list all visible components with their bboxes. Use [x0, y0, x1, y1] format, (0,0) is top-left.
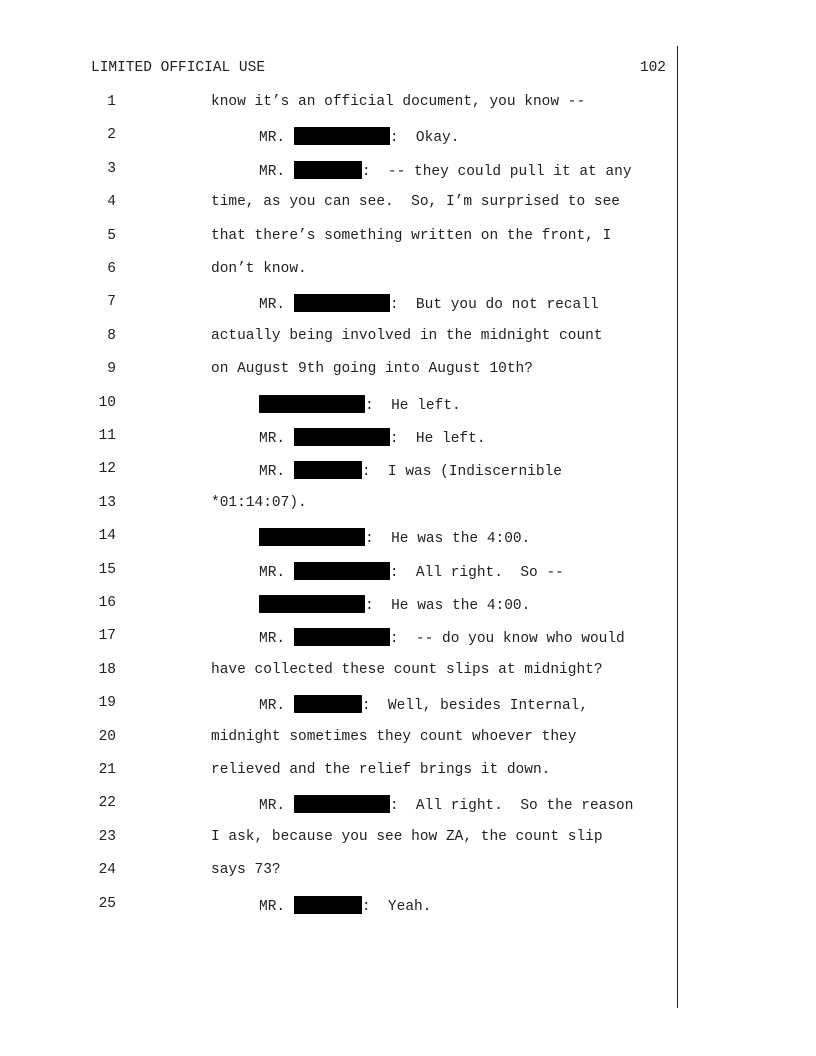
line-text	[259, 461, 562, 480]
speaker-prefix: MR.	[259, 698, 294, 715]
line-text	[211, 495, 307, 511]
spoken-text: know it’s an official document, you know --	[211, 94, 586, 110]
line-number: 20	[98, 728, 116, 745]
line-text	[259, 294, 599, 313]
line-text	[211, 762, 550, 778]
redacted-name	[294, 461, 362, 479]
spoken-text: relieved and the relief brings it down.	[211, 762, 551, 778]
line-number: 7	[107, 294, 116, 311]
line-text	[211, 862, 281, 878]
spoken-text: : He left.	[389, 431, 486, 447]
speaker-prefix: MR.	[259, 130, 294, 147]
line-text	[211, 361, 533, 377]
page-number: 102	[639, 60, 666, 76]
spoken-text: actually being involved in the midnight count	[211, 327, 603, 344]
line-number: 14	[98, 528, 116, 545]
speaker-prefix: MR.	[259, 163, 294, 180]
line-text	[259, 695, 588, 714]
redacted-name	[259, 395, 365, 413]
speaker-prefix: MR.	[259, 564, 294, 581]
line-number: 4	[107, 194, 116, 211]
line-text	[211, 261, 307, 277]
line-number: 23	[98, 828, 116, 845]
line-text	[211, 829, 603, 845]
line-text	[259, 428, 486, 447]
line-text	[211, 228, 611, 244]
redacted-name	[294, 628, 390, 646]
redacted-name	[294, 695, 362, 713]
line-number: 16	[98, 595, 116, 611]
spoken-text: : Yeah.	[361, 898, 432, 915]
redacted-name	[294, 127, 390, 145]
line-number: 6	[107, 261, 116, 277]
line-text	[211, 662, 603, 678]
spoken-text: : He was the 4:00.	[365, 531, 531, 548]
line-number: 17	[98, 628, 116, 645]
speaker-prefix: MR.	[259, 464, 294, 481]
line-text	[259, 127, 459, 146]
speaker-prefix: MR.	[259, 631, 294, 648]
line-number: 9	[107, 361, 116, 378]
right-margin-rule	[677, 46, 678, 1008]
line-number: 8	[107, 327, 116, 344]
spoken-text: : He left.	[365, 397, 461, 414]
speaker-prefix: MR.	[259, 297, 294, 314]
speaker-prefix: MR.	[259, 431, 294, 447]
spoken-text: : Well, besides Internal,	[361, 698, 589, 715]
line-number: 2	[107, 127, 116, 144]
redacted-name	[294, 562, 390, 580]
spoken-text: *01:14:07).	[211, 494, 307, 511]
line-number: 15	[98, 561, 116, 578]
line-text	[259, 528, 530, 547]
spoken-text: time, as you can see. So, I’m surprised to see	[211, 194, 620, 211]
redacted-name	[294, 896, 362, 914]
spoken-text: don’t know.	[211, 261, 307, 277]
line-number: 13	[98, 494, 116, 511]
line-number: 10	[98, 394, 116, 411]
spoken-text: : -- do you know who would	[389, 631, 625, 648]
spoken-text: I ask, because you see how ZA, the count slip	[211, 828, 603, 845]
line-number: 24	[98, 862, 116, 879]
spoken-text: : -- they could pull it at any	[361, 163, 632, 180]
redacted-name	[294, 161, 362, 179]
line-text	[259, 395, 461, 414]
line-number: 22	[98, 795, 116, 812]
line-text	[259, 161, 632, 180]
spoken-text: : He was the 4:00.	[365, 598, 531, 614]
line-number: 1	[107, 94, 116, 110]
line-number: 18	[98, 661, 116, 678]
line-text	[259, 795, 633, 814]
line-number: 5	[107, 227, 116, 244]
spoken-text: : Okay.	[389, 130, 460, 147]
spoken-text: : But you do not recall	[389, 297, 599, 314]
spoken-text: that there’s something written on the front, I	[211, 227, 612, 244]
line-text	[211, 328, 603, 344]
spoken-text: : All right. So --	[389, 564, 564, 581]
line-number: 19	[98, 695, 116, 712]
spoken-text: : All right. So the reason	[389, 798, 634, 815]
line-text	[259, 595, 530, 614]
line-text	[259, 562, 564, 581]
line-text	[259, 628, 625, 647]
speaker-prefix: MR.	[259, 898, 294, 915]
spoken-text: have collected these count slips at midnight?	[211, 661, 603, 678]
redacted-name	[294, 795, 390, 813]
line-number: 11	[98, 428, 116, 444]
spoken-text: : I was (Indiscernible	[361, 464, 562, 481]
line-text	[259, 896, 431, 915]
line-text	[211, 729, 576, 745]
redacted-name	[294, 428, 390, 446]
speaker-prefix: MR.	[259, 798, 294, 815]
redacted-name	[259, 595, 365, 613]
spoken-text: on August 9th going into August 10th?	[211, 361, 533, 378]
line-text	[211, 194, 620, 210]
line-number: 25	[98, 895, 116, 912]
line-number: 3	[107, 160, 116, 177]
spoken-text: says 73?	[211, 862, 281, 879]
redacted-name	[294, 294, 390, 312]
line-number: 21	[98, 762, 116, 778]
spoken-text: midnight sometimes they count whoever they	[211, 728, 577, 745]
classification-header: LIMITED OFFICIAL USE	[91, 60, 266, 76]
line-text	[211, 94, 585, 110]
redacted-name	[259, 528, 365, 546]
line-number: 12	[98, 461, 116, 478]
